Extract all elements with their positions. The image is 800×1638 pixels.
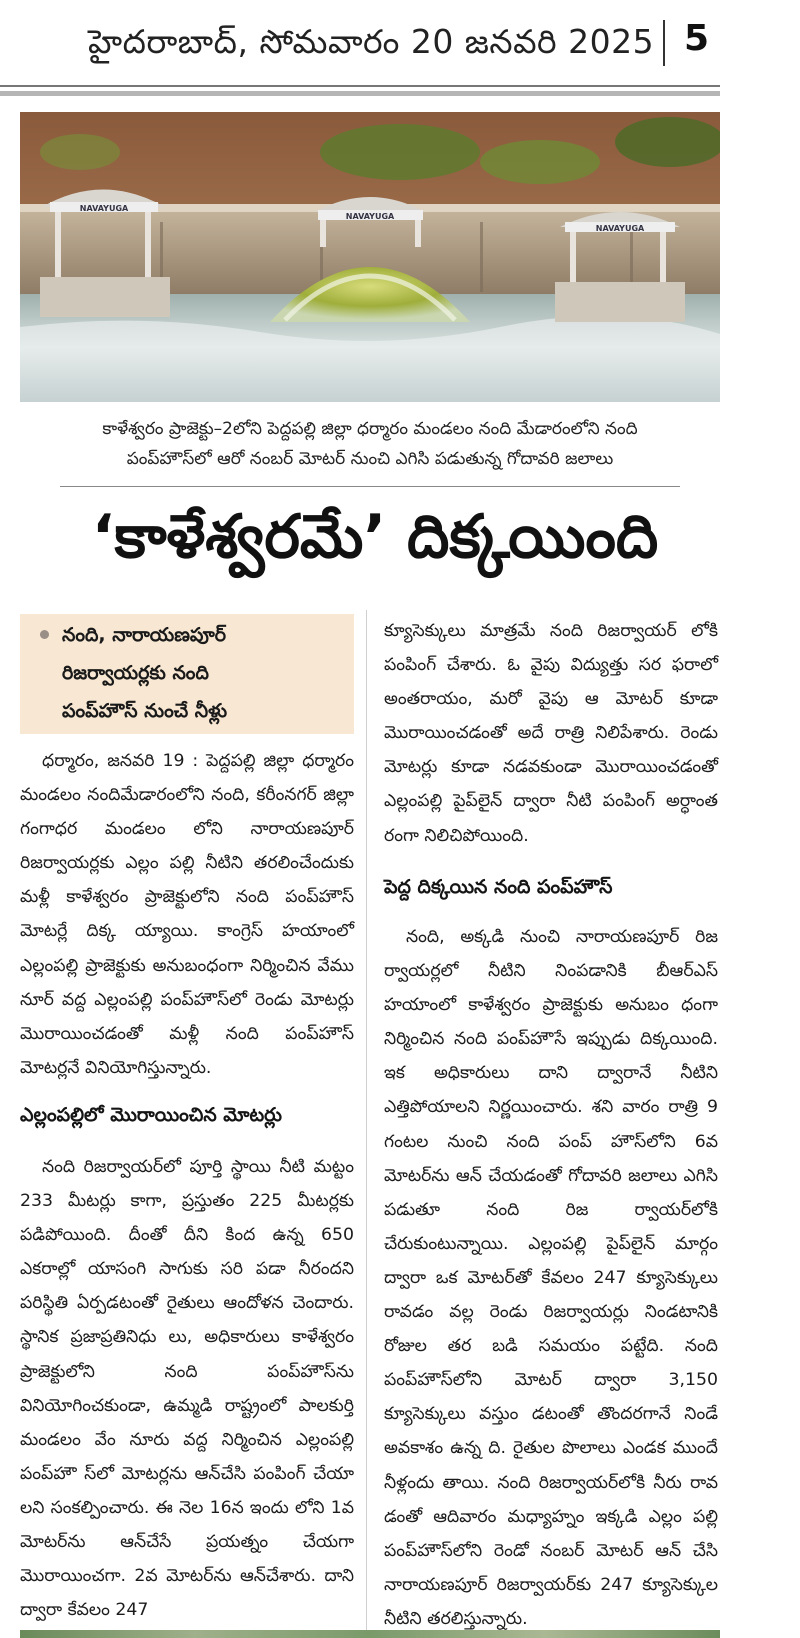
news-photo: [20, 112, 720, 402]
photo-caption: [20, 414, 720, 474]
page-number: 5: [684, 18, 710, 59]
subhead-line-3: పంప్‌హౌస్ నుంచే నీళ్లు: [62, 700, 228, 722]
column-separator: [366, 610, 367, 1632]
signage-left: NAVAYUGA: [79, 204, 129, 213]
column2-paragraph-1: క్యూసెక్కులు మాత్రమే నంది రిజర్వాయర్ లోకి పంపింగ్ చేశారు. ఓ వైపు విద్యుత్తు సర ఫరాలో అంతరాయం, మరో వైపు ఆ మోటర్ కూడా మొరాయించడంతో అదే రాత్రి నిలిపేశారు. రెండు మోటర్లు కూడా నడవకుండా మొరాయించడంతో ఎల్లంపల్లి పైప్‌లైన్ ద్వారా నీటి పంపింగ్ అర్ధాంత రంగా నిలిచిపోయింది.: [384, 621, 718, 846]
caption-line-2: పంప్‌హౌస్‌లో ఆరో నంబర్ మోటర్ నుంచి ఎగిసి పడుతున్న గోదావరి జలాలు: [126, 449, 614, 469]
next-photo-strip: [20, 1630, 720, 1638]
column1-section-heading: ఎల్లంపల్లిలో మొరాయించిన మోటర్లు: [20, 1104, 282, 1126]
subhead-line-2: రిజర్వాయర్లకు నంది: [62, 662, 209, 684]
headline: ‘కాళేశ్వరమే’ దిక్కయింది: [91, 502, 659, 572]
subhead-line-1: నంది, నారాయణపూర్: [62, 624, 227, 646]
masthead: [0, 0, 720, 90]
caption-rule: [60, 486, 680, 487]
bullet-icon: [40, 630, 49, 639]
signage-center: NAVAYUGA: [345, 212, 395, 221]
pumphouse-photo-illustration: [20, 112, 720, 402]
column2-paragraph-2: నంది, అక్కడి నుంచి నారాయణపూర్ రిజ ర్వాయర్లలో నీటిని నింపడానికి బీఆర్‌ఎస్ హయాంలో కాళేశ్వరం ప్రాజెక్టుకు అనుబం ధంగా నిర్మించిన నంది పంప్‌హౌసే ఇప్పుడు దిక్కయింది. ఇక అధికారులు దాని ద్వారానే నీటిని ఎత్తిపోయాలని నిర్ణయించారు. శని వారం రాత్రి 9 గంటల నుంచి నంది పంప్ హౌస్‌లోని 6వ మోటర్‌ను ఆన్ చేయడంతో గోదావరి జలాలు ఎగిసి పడుతూ నంది రిజ ర్వాయర్‌లోకి చేరుకుంటున్నాయి. ఎల్లంపల్లి పైప్‌లైన్ మార్గం ద్వారా ఒక మోటర్‌తో కేవలం 247 క్యూసెక్కులు రావడం వల్ల రెండు రిజర్వాయర్లు నిండటానికి రోజుల తర బడి సమయం పట్టేది. నంది పంప్‌హౌస్‌లోని మోటర్ ద్వారా 3,150 క్యూసెక్కులు వస్తుం డటంతో తొందరగానే నిండే అవకాశం ఉన్న ది. రైతుల పొలాలు ఎండక ముందే నీళ్లందు తాయి. నంది రిజర్వాయర్‌లోకి నీరు రావ డంతో ఆదివారం మధ్యాహ్నం ఇక్కడి ఎల్లం పల్లి పంప్‌హౌస్‌లోని రెండో నంబర్ మోటర్ ఆన్ చేసి నారాయణపూర్ రిజర్వాయర్‌కు 247 క్యూసెక్కుల నీటిని తరలిస్తున్నారు.: [384, 927, 718, 1629]
signage-right: NAVAYUGA: [595, 224, 645, 233]
caption-line-1: కాళేశ్వరం ప్రాజెక్టు–2లోని పెద్దపల్లి జిల్లా ధర్మారం మండలం నంది మేడారంలోని నంది: [102, 419, 638, 439]
masthead-rule: [0, 85, 720, 87]
masthead-separator: [663, 20, 665, 66]
masthead-rule-thick: [0, 91, 720, 96]
column1-paragraph-2: నంది రిజర్వాయర్‌లో పూర్తి స్థాయి నీటి మట్టం 233 మీటర్లు కాగా, ప్రస్తుతం 225 మీటర్లకు పడిపోయింది. దీంతో దీని కింద ఉన్న 650 ఎకరాల్లో యాసంగి సాగుకు సరి పడా నీరందని పరిస్థితి ఏర్పడటంతో రైతులు ఆందోళన చెందారు. స్థానిక ప్రజాప్రతినిధు లు, అధికారులు కాళేశ్వరం ప్రాజెక్టులోని నంది పంప్‌హౌస్‌ను వినియోగించకుండా, ఉమ్మడి రాష్ట్రంలో పాలకుర్తి మండలం వేం నూరు వద్ద నిర్మించిన ఎల్లంపల్లి పంప్‌హౌ స్‌లో మోటర్లను ఆన్‌చేసి పంపింగ్ చేయా లని సంకల్పించారు. ఈ నెల 16న ఇందు లోని 1వ మోటర్‌ను ఆన్‌చేసే ప్రయత్నం చేయగా మొరాయించగా. 2వ మోటర్‌ను ఆన్‌చేశారు. దాని ద్వారా కేవలం 247: [20, 1157, 354, 1621]
column2-section-heading: పెద్ద దిక్కయిన నంది పంప్‌హౌస్: [384, 876, 613, 898]
column1-paragraph-1: ధర్మారం, జనవరి 19 : పెద్దపల్లి జిల్లా ధర్మారం మండలం నందిమేడారంలోని నంది, కరీంనగర్ జిల్లా గంగాధర మండలం లోని నారాయణపూర్ రిజర్వాయర్లకు ఎల్లం పల్లి నీటిని తరలించేందుకు మళ్లీ కాళేశ్వరం ప్రాజెక్టులోని నంది పంప్‌హౌస్ మోటర్లే దిక్క య్యాయి. కాంగ్రెస్ హయాంలో ఎల్లంపల్లి ప్రాజెక్టుకు అనుబంధంగా నిర్మించిన వేము నూర్ వద్ద ఎల్లంపల్లి పంప్‌హౌస్‌లో రెండు మోటర్లు మొరాయించడంతో మళ్లీ నంది పంప్‌హౌస్ మోటర్లనే వినియోగిస్తున్నారు.: [20, 751, 354, 1078]
subhead: [62, 616, 348, 730]
dateline: హైదరాబాద్, సోమవారం 20 జనవరి 2025: [88, 22, 655, 61]
